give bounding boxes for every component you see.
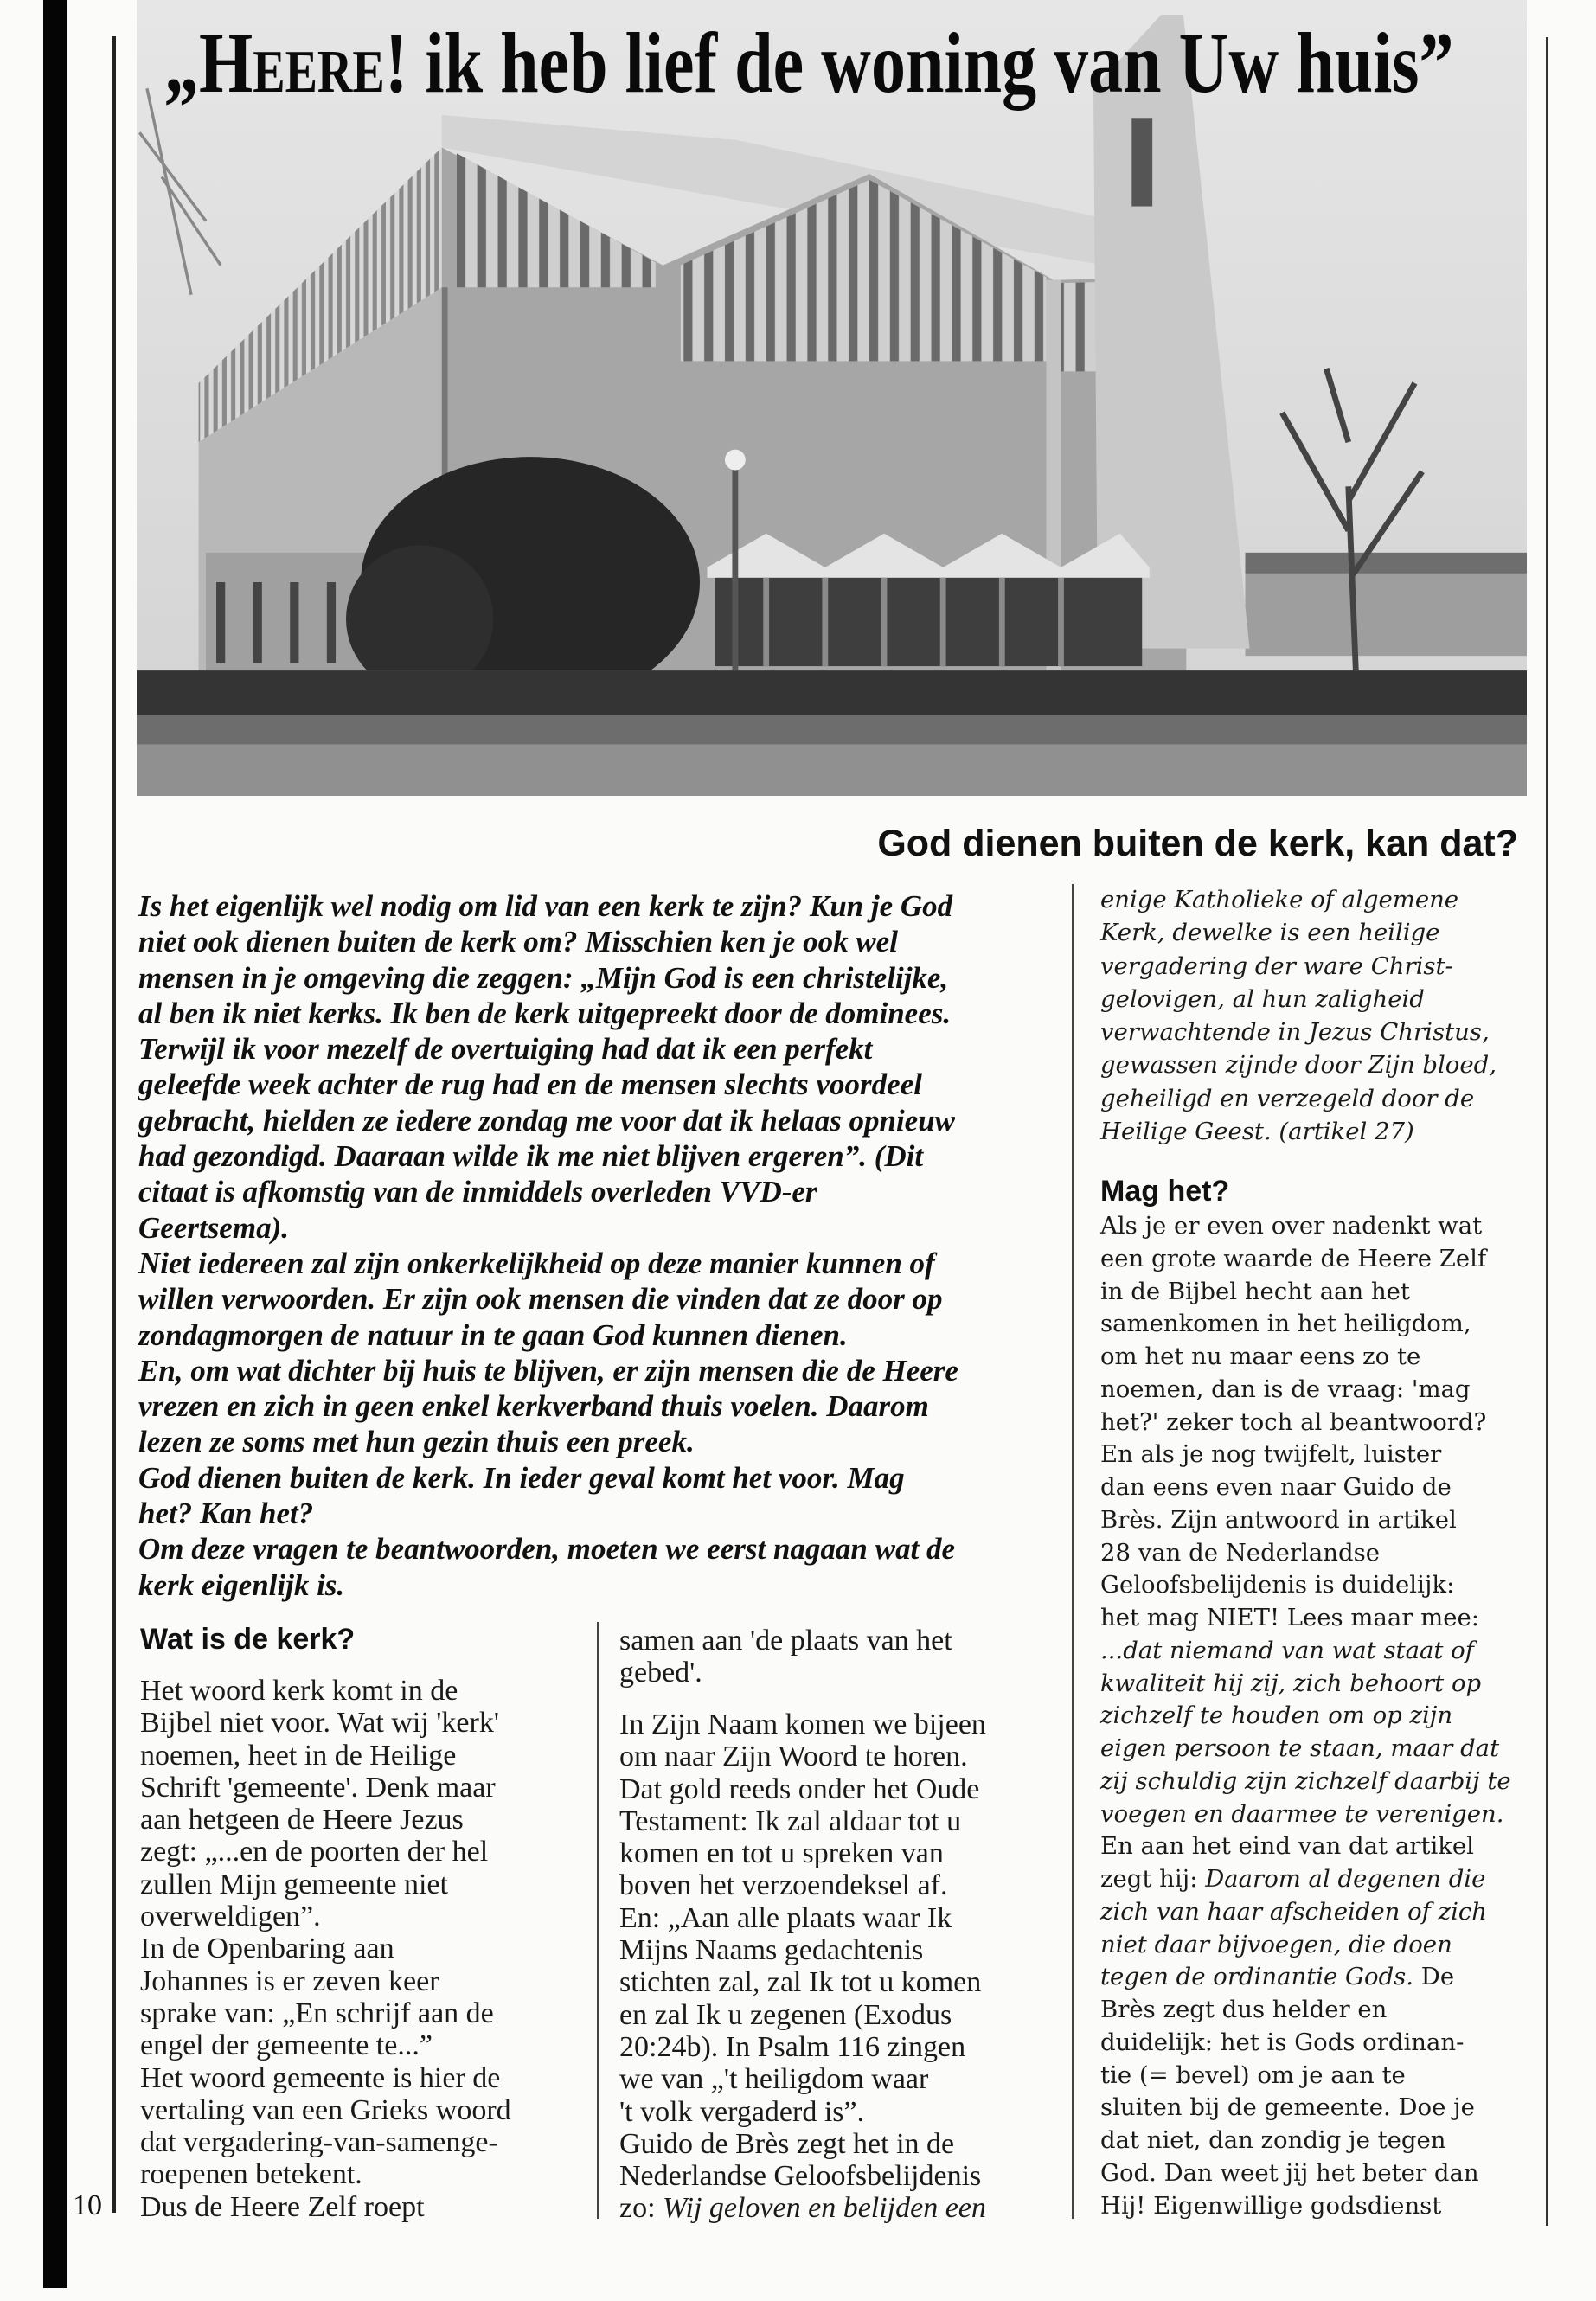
text-line: samenkomen in het heiligdom,: [1100, 1310, 1471, 1338]
text-line: sprake van: „En schrijf aan de: [140, 1997, 494, 2029]
italic-text: eigen persoon te staan, maar dat: [1100, 1734, 1500, 1762]
text-line: [1100, 1733, 1511, 1766]
italic-text: ...dat niemand van wat staat of: [1100, 1636, 1474, 1664]
italic-text: niet daar bijvoegen, die doen: [1100, 1930, 1452, 1958]
title-rest: ! ik heb lief de woning van Uw huis”: [384, 15, 1454, 111]
text-line: Niet iedereen zal zijn onkerkelijkheid op deze manier kunnen of: [138, 1246, 935, 1280]
text-line: [1100, 1961, 1511, 1994]
italic-text: Daarom al degenen die: [1205, 1865, 1486, 1893]
text-line: dan eens even naar Guido de: [1100, 1473, 1452, 1501]
text-line: om naar Zijn Woord te horen.: [619, 1740, 968, 1773]
text-line: we van „'t heiligdom waar: [619, 2063, 929, 2096]
text-line: 20:24b). In Psalm 116 zingen: [619, 2030, 966, 2063]
text-line: [619, 2192, 986, 2224]
text-line: zegt: „...en de poorten der hel: [140, 1836, 489, 1868]
text-line: [1100, 1798, 1511, 1831]
left-margin-rule: [112, 36, 116, 2213]
regular-text: De: [1413, 1963, 1455, 1991]
text-line: komen en tot u spreken van: [619, 1837, 944, 1870]
text-line: enige Katholieke of algemene: [1100, 886, 1459, 913]
text-line: het mag NIET! Lees maar mee:: [1100, 1604, 1480, 1631]
text-line: Nederlandse Geloofsbelijdenis: [619, 2160, 982, 2193]
text-line: willen verwoorden. Er zijn ook mensen die vinden dat ze door op: [138, 1282, 943, 1317]
text-line: In de Openbaring aan: [140, 1932, 394, 1965]
text-line: 28 van de Nederlandse: [1100, 1538, 1380, 1567]
text-line: samen aan 'de plaats van het: [619, 1625, 952, 1657]
text-line: En aan het eind van dat artikel: [1100, 1832, 1474, 1861]
text-line: boven het verzoendeksel af.: [619, 1869, 948, 1902]
text-line: 't volk vergaderd is”.: [619, 2095, 865, 2128]
italic-text: Wij geloven en belijden een: [663, 2192, 986, 2225]
text-line: Guido de Brès zegt het in de: [619, 2127, 955, 2160]
text-line: noemen, dan is de vraag: 'mag: [1100, 1375, 1471, 1403]
text-line: Het woord kerk komt in de: [140, 1675, 458, 1707]
text-line: had gezondigd. Daaraan wilde ik me niet blijven ergeren”. (Dit: [138, 1139, 924, 1174]
church-photo-image: [137, 0, 1527, 796]
text-line: God. Dan weet jij het beter dan: [1100, 2158, 1479, 2187]
regular-text: zegt hij:: [1100, 1865, 1206, 1893]
intro-paragraph: [138, 888, 958, 1603]
text-line: [1100, 1635, 1511, 1668]
text-line: Kerk, dewelke is een heilige: [1100, 919, 1440, 947]
text-line: Mijns Naams gedachtenis: [619, 1934, 924, 1967]
column-3-text: [1100, 1210, 1511, 2222]
text-line: Als je er even over nadenkt wat: [1100, 1212, 1483, 1240]
text-line: mensen in je omgeving die zeggen: „Mijn God is een christelijke,: [138, 960, 949, 995]
italic-text: zij schuldig zijn zichzelf daarbij te: [1100, 1766, 1511, 1795]
page-edge-bar: [43, 0, 67, 2288]
text-line: het? Kan het?: [138, 1497, 314, 1531]
text-line: roepenen betekent.: [140, 2158, 362, 2191]
text-line: Dus de Heere Zelf roept: [140, 2190, 425, 2223]
text-line: gebracht, hielden ze iedere zondag me voor dat ik helaas opnieuw: [138, 1103, 956, 1138]
text-line: om het nu maar eens zo te: [1100, 1343, 1421, 1370]
text-line: geheiligd en verzegeld door de: [1100, 1084, 1475, 1112]
text-line: duidelijk: het is Gods ordinan-: [1100, 2028, 1465, 2056]
text-line: gewassen zijnde door Zijn bloed,: [1100, 1051, 1497, 1080]
article-headline: God dienen buiten de kerk, kan dat?: [877, 823, 1518, 864]
text-line: Dat gold reeds onder het Oude: [619, 1772, 980, 1805]
right-margin-rule: [1546, 37, 1548, 2226]
page-title: [164, 16, 1454, 111]
italic-text: tegen de ordinantie Gods.: [1100, 1963, 1414, 1991]
text-line: [1100, 1896, 1511, 1929]
column-divider: [1072, 884, 1074, 2219]
regular-text: zo:: [619, 2192, 663, 2225]
text-line: kerk eigenlijk is.: [138, 1567, 345, 1602]
text-line: aan hetgeen de Heere Jezus: [140, 1804, 464, 1836]
church-photo: [137, 0, 1527, 796]
text-line: Om deze vragen te beantwoorden, moeten we eerst nagaan wat de: [138, 1532, 955, 1567]
title-open-quote: „: [164, 15, 199, 111]
text-line: al ben ik niet kerks. Ik ben de kerk uitgepreekt door de dominees.: [138, 996, 952, 1030]
text-line: lezen ze soms met hun gezin thuis een preek.: [138, 1425, 695, 1459]
text-line: een grote waarde de Heere Zelf: [1100, 1244, 1487, 1272]
text-line: gebed'.: [619, 1657, 702, 1689]
text-line: geleefde week achter de rug had en de mensen slechts voordeel: [138, 1067, 922, 1102]
title-heere: Heere: [199, 15, 385, 111]
text-line: En, om wat dichter bij huis te blijven, er zijn mensen die de Heere: [138, 1353, 958, 1388]
text-line: Brès zegt dus helder en: [1100, 1996, 1388, 2023]
text-line: Brès. Zijn antwoord in artikel: [1100, 1505, 1457, 1534]
text-line: Johannes is er zeven keer: [140, 1965, 439, 1997]
text-line: vergadering der ware Christ-: [1100, 952, 1453, 980]
text-line: overweldigen”.: [140, 1900, 321, 1933]
text-line: zondagmorgen de natuur in te gaan God kunnen dienen.: [138, 1317, 848, 1352]
italic-text: zichzelf te houden om op zijn: [1100, 1702, 1453, 1730]
text-line: vrezen en zich in geen enkel kerkverband thuis voelen. Daarom: [138, 1389, 929, 1424]
text-line: stichten zal, zal Ik tot u komen: [619, 1966, 982, 1999]
column-2-text: [619, 1708, 986, 2225]
text-line: noemen, heet in de Heilige: [140, 1739, 457, 1772]
section-heading-mag-het: Mag het?: [1100, 1175, 1230, 1208]
text-line: in de Bijbel hecht aan het: [1100, 1277, 1410, 1305]
text-line: Geloofsbelijdenis is duidelijk:: [1100, 1571, 1455, 1599]
text-line: En: „Aan alle plaats waar Ik: [619, 1901, 952, 1934]
text-line: Geertsema).: [138, 1210, 289, 1245]
text-line: Bijbel niet voor. Wat wij 'kerk': [140, 1707, 499, 1740]
italic-text: kwaliteit hij zij, zich behoort op: [1100, 1669, 1482, 1697]
text-line: Terwijl ik voor mezelf de overtuiging had dat ik een perfekt: [138, 1032, 873, 1067]
italic-text: zich van haar afscheiden of zich: [1100, 1897, 1487, 1926]
text-line: God dienen buiten de kerk. In ieder geval komt het voor. Mag: [138, 1460, 905, 1495]
text-line: [1100, 1668, 1511, 1701]
text-line: [1100, 1766, 1511, 1798]
text-line: Hij! Eigenwillige godsdienst: [1100, 2191, 1442, 2220]
text-line: vertaling van een Grieks woord: [140, 2093, 511, 2126]
text-line: verwachtende in Jezus Christus,: [1100, 1018, 1490, 1047]
column-1-text: [140, 1675, 511, 2223]
text-line: citaat is afkomstig van de inmiddels overleden VVD-er: [138, 1175, 817, 1209]
column-2-text-top: [619, 1625, 952, 1689]
text-line: het?' zeker toch al beantwoord?: [1100, 1407, 1487, 1436]
text-line: [1100, 1929, 1511, 1962]
text-line: In Zijn Naam komen we bijeen: [619, 1708, 986, 1740]
text-line: Is het eigenlijk wel nodig om lid van een kerk te zijn? Kun je God: [138, 889, 953, 923]
text-line: En als je nog twijfelt, luister: [1100, 1440, 1442, 1469]
text-line: Schrift 'gemeente'. Denk maar: [140, 1771, 496, 1804]
column-divider: [597, 1622, 599, 2219]
text-line: tie (= bevel) om je aan te: [1100, 2061, 1406, 2089]
text-line: Heilige Geest. (artikel 27): [1100, 1118, 1414, 1146]
text-line: dat vergadering-van-samenge-: [140, 2126, 498, 2159]
text-line: dat niet, dan zondig je tegen: [1100, 2126, 1446, 2154]
text-line: zullen Mijn gemeente niet: [140, 1868, 448, 1900]
text-line: Testament: Ik zal aldaar tot u: [619, 1804, 962, 1837]
text-line: Het woord gemeente is hier de: [140, 2061, 501, 2094]
page-number: 10: [73, 2189, 102, 2221]
text-line: en zal Ik u zegenen (Exodus: [619, 1998, 952, 2031]
column-3-quote: [1100, 883, 1497, 1148]
text-line: [1100, 1863, 1511, 1896]
section-heading-wat-is-de-kerk: Wat is de kerk?: [140, 1623, 356, 1656]
text-line: sluiten bij de gemeente. Doe je: [1100, 2093, 1475, 2122]
text-line: engel der gemeente te...”: [140, 2029, 433, 2062]
italic-text: voegen en daarmee te verenigen.: [1100, 1799, 1504, 1828]
text-line: niet ook dienen buiten de kerk om? Misschien ken je ook wel: [138, 925, 898, 959]
text-line: [1100, 1700, 1511, 1733]
text-line: gelovigen, al hun zaligheid: [1100, 984, 1425, 1013]
